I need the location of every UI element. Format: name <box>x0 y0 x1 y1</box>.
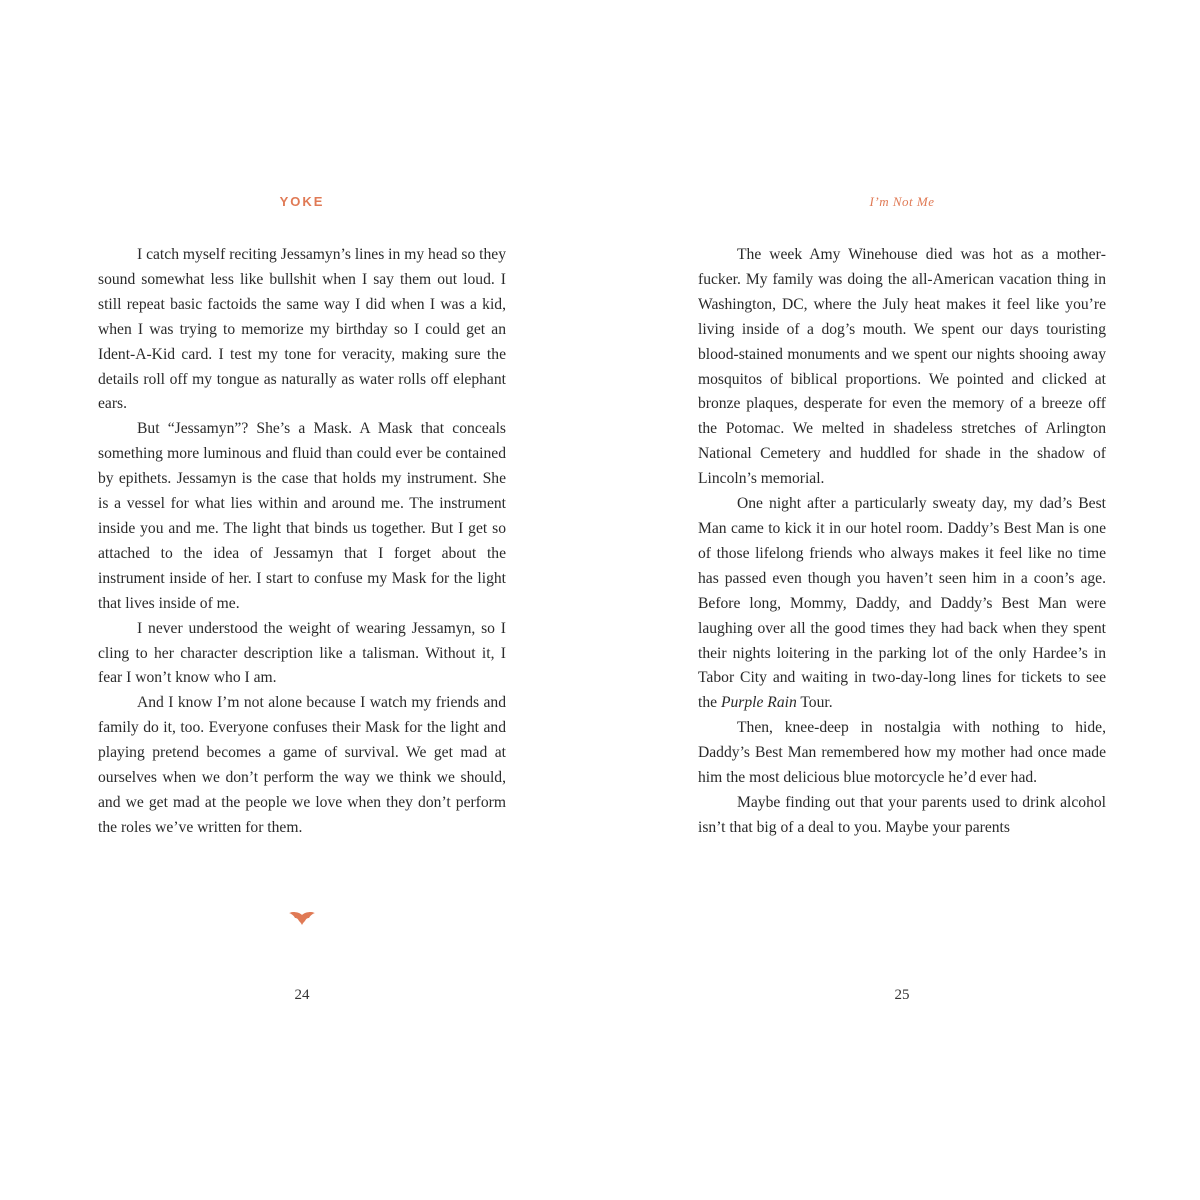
page-number: 25 <box>894 987 910 1003</box>
paragraph: And I know I’m not alone because I watch my friends and family do it, too. Everyone confuses their Mask for the light and playing pretend becomes a game of survival. We get mad at ourselves when we don’t perform the way we think we should, and we get mad at the people we love when they don’t perform the roles we’ve written for them. <box>98 694 506 836</box>
running-head-chapter-title: I’m Not Me <box>869 194 935 209</box>
paragraph-text: One night after a particularly sweaty day, my dad’s Best Man came to kick it in our hotel room. Daddy’s Best Man is one of those lifelong friends who always makes it feel like no time has passed even though you haven’t seen him in a coon’s age. Before long, Mommy, Daddy, and Daddy’s Best Man were laughing over all the good times they had back when they spent their nights loitering in the parking lot of the only Hardee’s in Tabor City and waiting in two-day-long lines for tickets to see the <box>698 495 1106 712</box>
paragraph: I catch myself reciting Jessamyn’s lines in my head so they sound somewhat less like bullshit when I say them out loud. I still repeat basic factoids the same way I did when I was a kid, when I was trying to memorize my birthday so I could get an Ident-A-Kid card. I test my tone for veracity, making sure the details roll off my tongue as naturally as water rolls off elephant ears. <box>98 246 506 413</box>
paragraph: Maybe finding out that your parents used to drink alcohol isn’t that big of a deal to you. Maybe your parents <box>698 793 1106 836</box>
paragraph: Then, knee-deep in nostalgia with nothing to hide, Daddy’s Best Man remembered how my mother had once made him the most delicious blue motorcycle he’d ever had. <box>698 719 1106 787</box>
left-page-body <box>98 243 506 841</box>
page-number: 24 <box>294 987 310 1003</box>
right-page-body <box>698 243 1106 841</box>
paragraph: I never understood the weight of wearing Jessamyn, so I cling to her character description like a talisman. Without it, I fear I won’t know who I am. <box>98 619 506 687</box>
bat-ornament-icon <box>289 911 315 925</box>
running-head-book-title: YOKE <box>279 194 325 209</box>
paragraph: But “Jessamyn”? She’s a Mask. A Mask that conceals something more luminous and fluid than could ever be contained by epithets. Jessamyn is the case that holds my instrument. She is a vessel for what lies within and around me. The instrument inside you and me. The light that binds us together. But I get so attached to the idea of Jessamyn that I forget about the instrument inside of her. I start to confuse my Mask for the light that lives inside of me. <box>98 420 506 612</box>
italic-title: Purple Rain <box>720 694 797 712</box>
paragraph: The week Amy Winehouse died was hot as a motherfucker. My family was doing the all-American vacation thing in Washington, DC, where the July heat makes it feel like you’re living inside of a dog’s mouth. We spent our days touristing blood-stained monuments and we spent our nights shooing away mosquitos of biblical proportions. We pointed and clicked at bronze plaques, desperate for even the memory of a breeze off the Potomac. We melted in shadeless stretches of Arlington National Cemetery and huddled for shade in the shadow of Lincoln’s memorial. <box>698 246 1106 488</box>
paragraph-text: Tour. <box>796 694 833 712</box>
paragraph <box>698 492 1106 716</box>
